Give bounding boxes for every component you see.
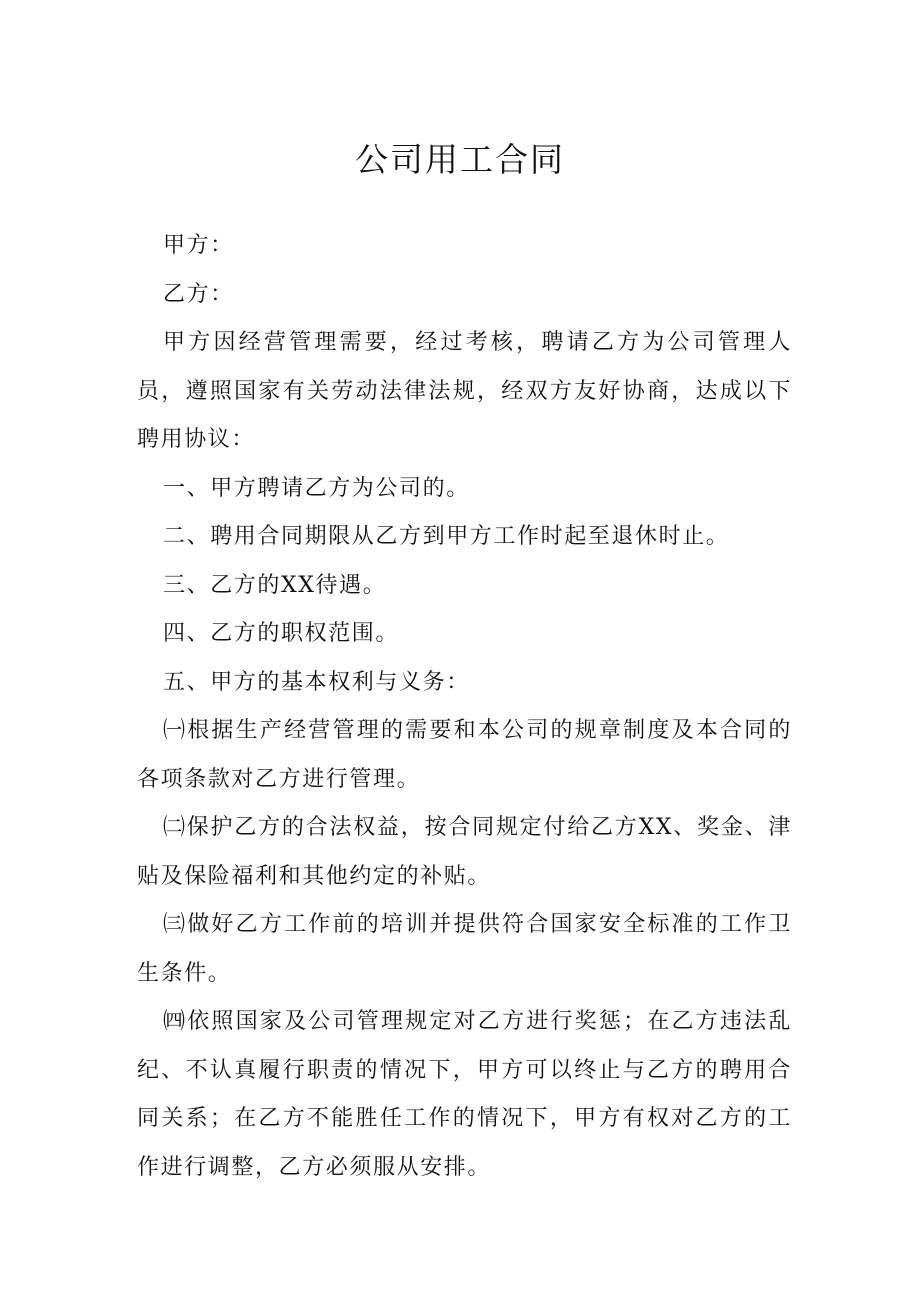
clause-2: 二、聘用合同期限从乙方到甲方工作时起至退休时止。: [163, 524, 730, 549]
document-title: 公司用工合同: [355, 140, 565, 179]
clause-5-item-4: ㈣依照国家及公司管理规定对乙方进行奖惩；在乙方违法乱纪、不认真履行职责的情况下，甲方可以终止与乙方的聘用合同关系；在乙方不能胜任工作的情况下，甲方有权对乙方的工作进行调整，乙方必须服从安排。: [137, 1009, 792, 1180]
clause-5-item-3: ㈢做好乙方工作前的培训并提供符合国家安全标准的工作卫生条件。: [137, 912, 792, 986]
clause-5-item-1: ㈠根据生产经营管理的需要和本公司的规章制度及本合同的各项条款对乙方进行管理。: [137, 718, 792, 792]
clause-1: 一、甲方聘请乙方为公司的。: [163, 475, 470, 501]
clause-5-item-2: ㈡保护乙方的合法权益，按合同规定付给乙方XX、奖金、津贴及保险福利和其他约定的补贴。: [137, 815, 792, 889]
preamble-paragraph: 甲方因经营管理需要，经过考核，聘请乙方为公司管理人员，遵照国家有关劳动法律法规，经双方友好协商，达成以下聘用协议：: [137, 330, 792, 452]
party-a-line: 甲方：: [163, 233, 234, 258]
party-b-line: 乙方：: [163, 281, 234, 307]
document-body: [137, 222, 792, 1192]
clause-3: 三、乙方的XX待遇。: [163, 572, 387, 598]
clause-4: 四、乙方的职权范围。: [163, 621, 400, 646]
clause-5-heading: 五、甲方的基本权利与义务：: [163, 669, 470, 695]
